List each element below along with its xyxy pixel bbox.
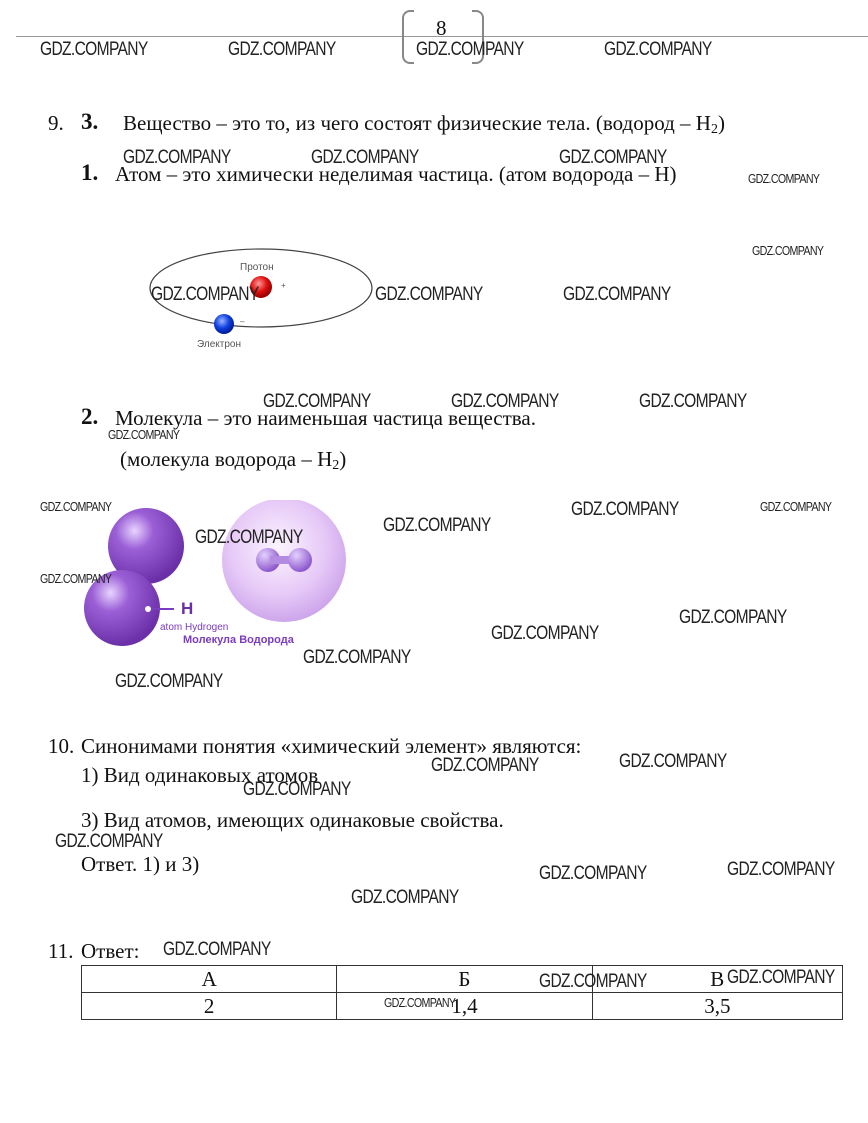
svg-text:–: – [240, 317, 245, 326]
q9-number: 9. [48, 111, 64, 135]
hydrogen-symbol-label: H [181, 599, 194, 618]
q9-item2-paren: (молекула водорода – $H_2$) [120, 447, 347, 473]
watermark: GDZ.COMPANY [539, 971, 647, 992]
watermark: GDZ.COMPANY [491, 623, 599, 644]
table-header-c: В [592, 966, 842, 993]
table-row [82, 993, 843, 1020]
watermark: GDZ.COMPANY [760, 499, 832, 514]
table-header-b: Б [337, 966, 592, 993]
watermark: GDZ.COMPANY [431, 755, 539, 776]
q9-item2-text: Молекула – это наименьшая частица вещества. [115, 406, 537, 430]
svg-text:+: + [281, 281, 286, 290]
watermark: GDZ.COMPANY [123, 147, 231, 168]
q9-item2-number: 2. [81, 404, 99, 429]
watermark: GDZ.COMPANY [619, 751, 727, 772]
watermark: GDZ.COMPANY [639, 391, 747, 412]
page-number-bracket-left [402, 10, 414, 64]
q9-item1-number: 1. [81, 160, 99, 185]
q10-answer: Ответ. 1) и 3) [81, 852, 200, 876]
electron-icon [214, 314, 234, 334]
molecule-label: Молекула Водорода [183, 634, 294, 646]
watermark: GDZ.COMPANY [604, 39, 712, 60]
watermark: GDZ.COMPANY [679, 607, 787, 628]
watermark: GDZ.COMPANY [416, 39, 524, 60]
q9-item1-text: Атом – это химически неделимая частица. (атом водорода – H) [115, 162, 677, 186]
watermark: GDZ.COMPANY [752, 243, 824, 258]
watermark: GDZ.COMPANY [243, 779, 351, 800]
table-cell-c: 3,5 [592, 993, 842, 1020]
watermark: GDZ.COMPANY [303, 647, 411, 668]
watermark: GDZ.COMPANY [151, 284, 259, 305]
watermark: GDZ.COMPANY [263, 391, 371, 412]
watermark: GDZ.COMPANY [163, 939, 271, 960]
watermark: GDZ.COMPANY [40, 499, 112, 514]
watermark: GDZ.COMPANY [384, 995, 456, 1010]
table-cell-b: 1,4 [337, 993, 592, 1020]
watermark: GDZ.COMPANY [727, 859, 835, 880]
watermark: GDZ.COMPANY [539, 863, 647, 884]
watermark: GDZ.COMPANY [40, 39, 148, 60]
watermark: GDZ.COMPANY [748, 171, 820, 186]
q10-option-3: 3) Вид атомов, имеющих одинаковые свойства. [81, 808, 504, 832]
watermark: GDZ.COMPANY [40, 571, 112, 586]
watermark: GDZ.COMPANY [351, 887, 459, 908]
watermark: GDZ.COMPANY [108, 427, 180, 442]
page-number: 8 [436, 16, 447, 40]
atom-hydrogen-label: atom Hydrogen [160, 622, 229, 633]
watermark: GDZ.COMPANY [375, 284, 483, 305]
watermark: GDZ.COMPANY [451, 391, 559, 412]
watermark: GDZ.COMPANY [571, 499, 679, 520]
electron-label: Электрон [197, 339, 241, 350]
watermark: GDZ.COMPANY [563, 284, 671, 305]
watermark: GDZ.COMPANY [195, 527, 303, 548]
proton-label: Протон [240, 262, 274, 273]
q10-text: Синонимами понятия «химический элемент» являются: [81, 734, 582, 758]
q11-number: 11. [48, 939, 74, 963]
watermark: GDZ.COMPANY [311, 147, 419, 168]
q11-answer-label: Ответ: [81, 939, 140, 963]
watermark: GDZ.COMPANY [559, 147, 667, 168]
q9-item3-number: 3. [81, 109, 99, 134]
table-header-a: А [82, 966, 337, 993]
table-cell-a: 2 [82, 993, 337, 1020]
watermark: GDZ.COMPANY [55, 831, 163, 852]
watermark: GDZ.COMPANY [727, 967, 835, 988]
q10-number: 10. [48, 734, 75, 758]
q9-item3-text: Вещество – это то, из чего состоят физические тела. (водород – $H_2$) [123, 111, 725, 137]
molecule-atom-right [288, 548, 312, 572]
q10-option-1: 1) Вид одинаковых атомов [81, 763, 319, 787]
watermark: GDZ.COMPANY [115, 671, 223, 692]
watermark: GDZ.COMPANY [228, 39, 336, 60]
watermark: GDZ.COMPANY [383, 515, 491, 536]
